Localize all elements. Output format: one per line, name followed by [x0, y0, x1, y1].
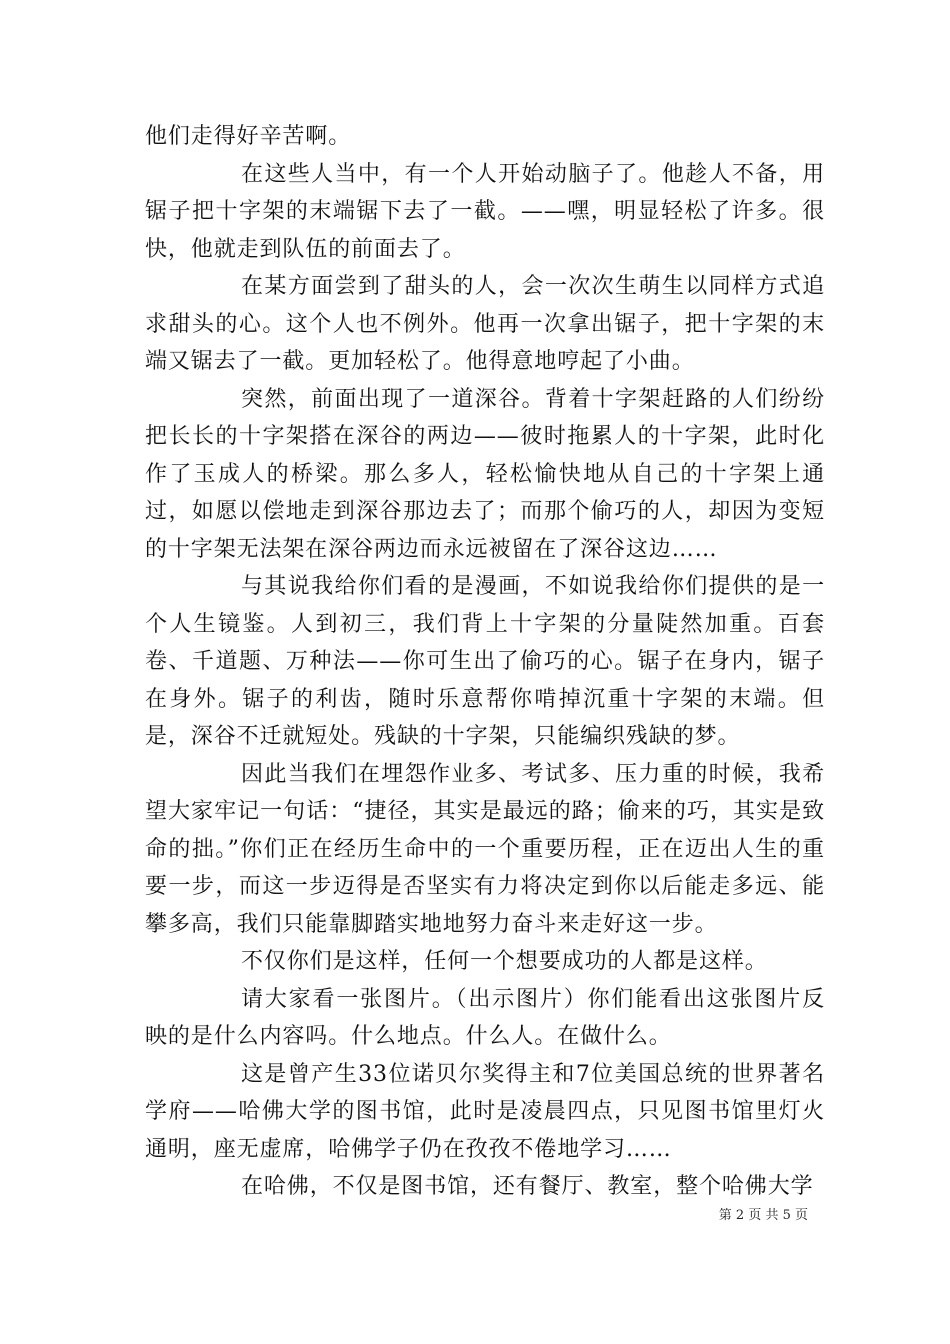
- paragraph: 请大家看一张图片。（出示图片）你们能看出这张图片反映的是什么内容吗。什么地点。什么人。在做什么。: [145, 986, 825, 1049]
- body-text: [145, 118, 825, 1206]
- paragraph: 与其说我给你们看的是漫画，不如说我给你们提供的是一个人生镜鉴。人到初三，我们背上十字架的分量陡然加重。百套卷、千道题、万种法——你可生出了偷巧的心。锯子在身内，锯子在身外。锯子的利齿，随时乐意帮你啃掉沉重十字架的末端。但是，深谷不迁就短处。残缺的十字架，只能编织残缺的梦。: [145, 574, 825, 749]
- paragraph: 在某方面尝到了甜头的人，会一次次生萌生以同样方式追求甜头的心。这个人也不例外。他再一次拿出锯子，把十字架的末端又锯去了一截。更加轻松了。他得意地哼起了小曲。: [145, 274, 825, 374]
- paragraph: 在哈佛，不仅是图书馆，还有餐厅、教室，整个哈佛大学: [241, 1174, 814, 1199]
- paragraph: 他们走得好辛苦啊。: [145, 124, 352, 149]
- paragraph: 突然，前面出现了一道深谷。背着十字架赶路的人们纷纷把长长的十字架搭在深谷的两边——彼时拖累人的十字架，此时化作了玉成人的桥梁。那么多人，轻松愉快地从自己的十字架上通过，如愿以偿地走到深谷那边去了；而那个偷巧的人，却因为变短的十字架无法架在深谷两边而永远被留在了深谷这边……: [145, 386, 825, 562]
- paragraph: 在这些人当中，有一个人开始动脑子了。他趁人不备，用锯子把十字架的末端锯下去了一截。——嘿，明显轻松了许多。很快，他就走到队伍的前面去了。: [145, 161, 825, 262]
- paragraph: 这是曾产生33位诺贝尔奖得主和7位美国总统的世界著名学府——哈佛大学的图书馆，此时是凌晨四点，只见图书馆里灯火通明，座无虚席，哈佛学子仍在孜孜不倦地学习……: [145, 1061, 825, 1162]
- page-number-footer: 第 2 页 共 5 页: [718, 1208, 808, 1223]
- paragraph: 不仅你们是这样，任何一个想要成功的人都是这样。: [241, 949, 768, 974]
- paragraph: 因此当我们在埋怨作业多、考试多、压力重的时候，我希望大家牢记一句话：“捷径，其实是最远的路；偷来的巧，其实是致命的拙。”你们正在经历生命中的一个重要历程，正在迈出人生的重要一步，而这一步迈得是否坚实有力将决定到你以后能走多远、能攀多高，我们只能靠脚踏实地地努力奋斗来走好这一步。: [145, 761, 825, 937]
